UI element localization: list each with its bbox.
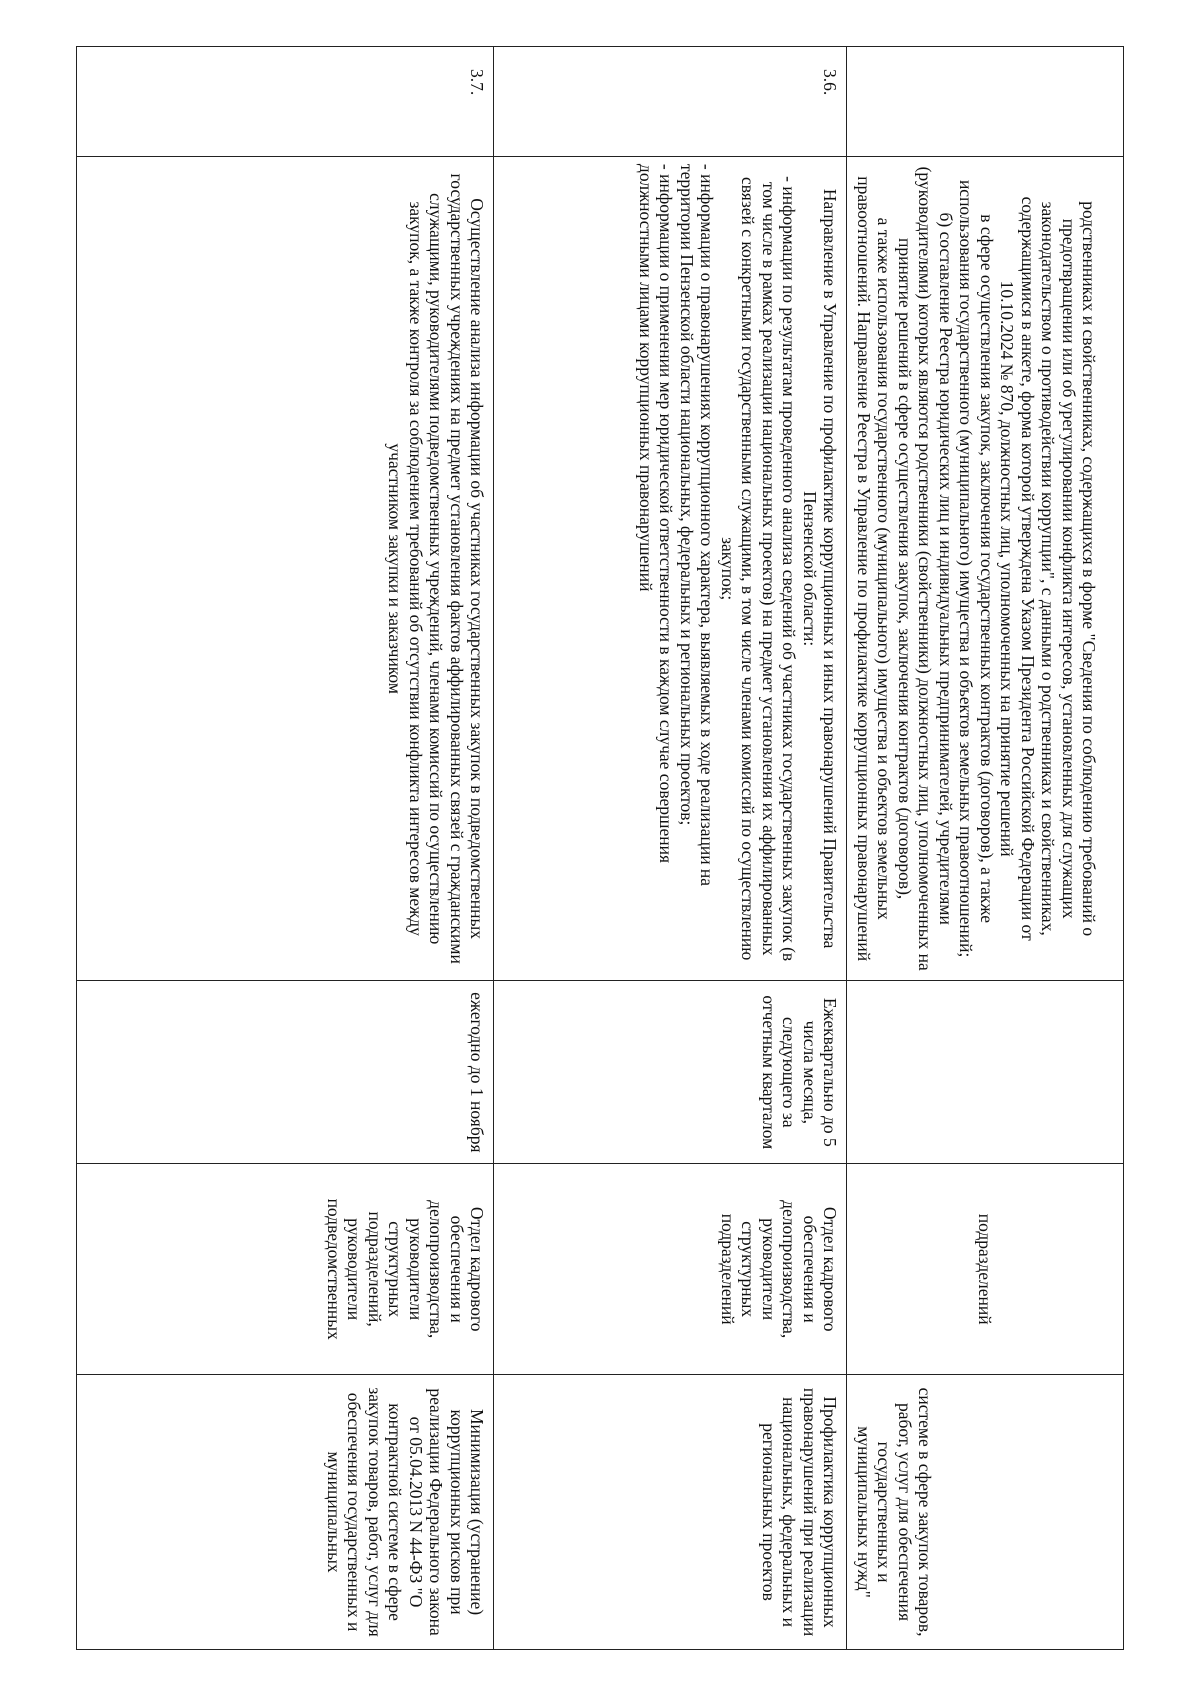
table-row: [847, 47, 1124, 1650]
responsible-cell: подразделений: [847, 1164, 1124, 1375]
measure-text: [77, 156, 494, 981]
document-page: [76, 46, 1124, 1650]
measure-text: [847, 156, 1124, 981]
responsible-cell: Отдел кадрового обеспечения и делопроизводства, руководители структурных подразделений, руководители подведомственных: [77, 1164, 494, 1375]
measure-text: [494, 156, 847, 981]
result-cell: Минимизация (устранение) коррупционных рисков при реализации Федерального закона от 05.04.2013 N 44-ФЗ "О контрактной системе в сфере закупок товаров, работ, услуг для обеспечения государственных и муниципальных: [77, 1375, 494, 1650]
text-line: родственниках и свойственниках, содержащихся в форме "Сведения по соблюдению требований о предотвращении или об урегулировании конфликта интересов, установленных для служащих законодательством о противодействии коррупции", с данными о родственниках и свойственниках, содержащимися в анкете, форма которой утверждена Указом Президента Российской Федерации от 10.10.2024 № 870, должностных лиц, уполномоченных на принятие решений: [997, 196, 1100, 941]
text-line: б) составление Реестра юридических лиц и индивидуальных предпринимателей, учредителями (руководителями) которых являются родственники (свойственники) должностных лиц, уполномоченных на принятие решений в сфере осуществления закупок, заключения контрактов (договоров),: [894, 166, 956, 971]
term-cell: ежегодно до 1 ноября: [77, 981, 494, 1164]
result-cell: системе в сфере закупок товаров, работ, услуг для обеспечения государственных и муниципальных нужд": [847, 1375, 1124, 1650]
row-number: 3.7.: [77, 47, 494, 157]
term-cell: Ежеквартально до 5 числа месяца, следующего за отчетным кварталом: [494, 981, 847, 1164]
table-row: [77, 47, 494, 1650]
text-line: - информации о применении мер юридической ответственности в каждом случае совершения должностными лицами коррупционных правонарушений: [635, 163, 677, 864]
text-line: а также использования государственного (муниципального) имущества и объектов земельных правоотношений. Направление Реестра в Управление по профилактике коррупционных правонарушений: [853, 176, 895, 962]
plan-table: [76, 46, 1124, 1650]
text-line: в сфере осуществления закупок, заключения государственных контрактов (договоров), а также использования государственного (муниципального) имущества и объектов земельных правоотношений;: [956, 179, 997, 958]
rotated-content: [76, 46, 1124, 1650]
table-row: [494, 47, 847, 1650]
result-cell: Профилактика коррупционных правонарушений при реализации национальных, федеральных и региональных проектов: [494, 1375, 847, 1650]
text-line: - информации о правонарушениях коррупционного характера, выявляемых в ходе реализации на территории Пензенской области национальных, федеральных и региональных проектов;: [676, 163, 718, 887]
term-cell: [847, 981, 1124, 1164]
text-line: Осуществление анализа информации об участниках государственных закупок в подведомственных государственных учреждениях на предмет установления фактов аффилированных связей с гражданскими служащими, руководителями подведомственных учреждений, членами комиссий по осуществлению закупок, а также контроля за соблюдением требований об отсутствии конфликта интересов между участником закупки и заказчиком: [385, 173, 488, 964]
row-number: [847, 47, 1124, 157]
text-line: Направление в Управление по профилактике коррупционных и иных правонарушений Правительства Пензенской области:: [799, 188, 841, 949]
text-line: - информации по результатам проведенного анализа сведений об участниках государственных закупок (в том числе в рамках реализации национальных проектов) на предмет установления их аффилированных связей с конкретными государственными служащими, в том числе членами комиссий по осуществлению закупок;: [717, 176, 800, 962]
row-number: 3.6.: [494, 47, 847, 157]
responsible-cell: Отдел кадрового обеспечения и делопроизводства, руководители структурных подразделений: [494, 1164, 847, 1375]
